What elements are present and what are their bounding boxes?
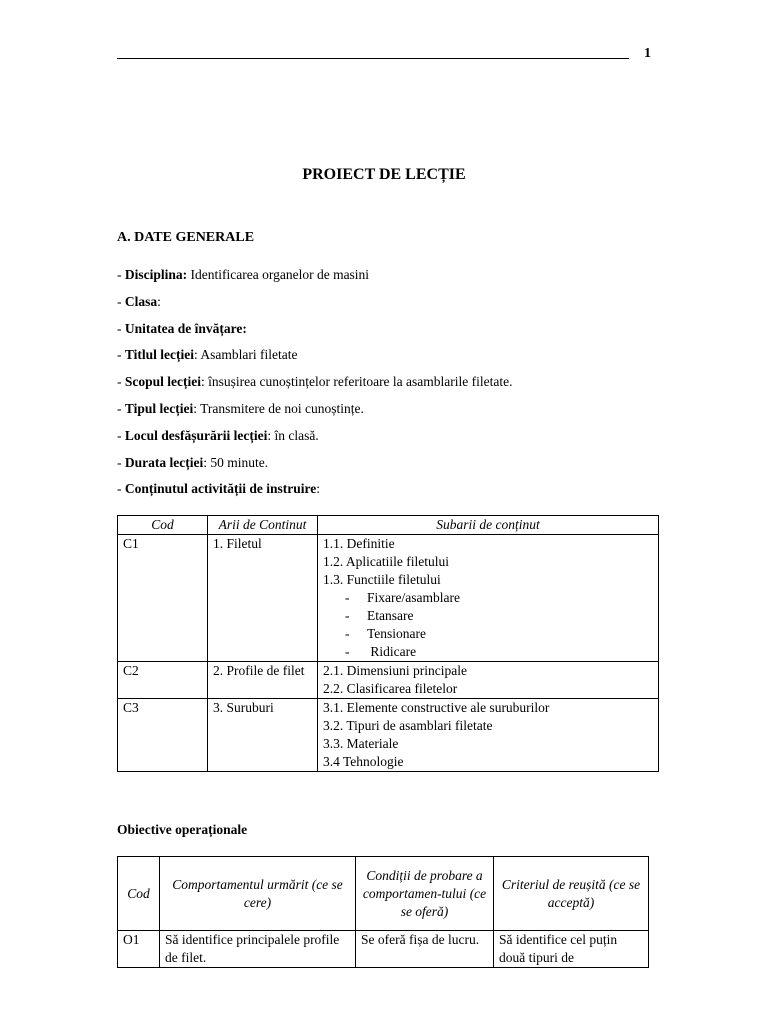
row-code: C2: [118, 662, 208, 699]
row-subareas: 3.1. Elemente constructive ale suruburilor 3.2. Tipuri de asamblari filetate 3.3. Materiale 3.4 Tehnologie: [318, 699, 659, 772]
field-durata: - Durata lecției: 50 minute.: [117, 454, 269, 470]
row-area: 3. Suruburi: [208, 699, 318, 772]
field-loc: - Locul desfășurării lecției: în clasă.: [117, 427, 319, 443]
field-scop: - Scopul lecției: însușirea cunoștințelor referitoare la asamblarile filetate.: [117, 374, 513, 390]
row-code: C1: [118, 535, 208, 662]
row-behaviour: Să identifice principalele profile de filet.: [160, 931, 356, 968]
header-cod: Cod: [118, 516, 208, 535]
row-subareas: 2.1. Dimensiuni principale 2.2. Clasificarea filetelor: [318, 662, 659, 699]
objectives-table: [117, 856, 649, 968]
section-heading: A. DATE GENERALE: [117, 230, 255, 245]
field-clasa: - Clasa:: [117, 293, 161, 309]
row-area: 1. Filetul: [208, 535, 318, 662]
table-header-row: [118, 857, 649, 931]
objectives-heading: Obiective operaționale: [117, 822, 248, 837]
header-criteriu: Criteriul de reușită (ce se acceptă): [494, 857, 649, 931]
field-tip: - Tipul lecției: Transmitere de noi cunoștințe.: [117, 400, 364, 416]
table-row: [118, 699, 659, 772]
row-code: O1: [118, 931, 160, 968]
table-header-row: [118, 516, 659, 535]
header-rule: [117, 58, 629, 59]
header-conditii: Condiții de probare a comportamen-tului (ce se oferă): [356, 857, 494, 931]
header-comportament: Comportamentul urmărit (ce se cere): [160, 857, 356, 931]
page-number: 1: [644, 46, 651, 61]
row-conditions: Se oferă fișa de lucru.: [356, 931, 494, 968]
list-item: - Tensionare: [345, 626, 427, 641]
content-table: [117, 515, 659, 772]
header-subarii: Subarii de conținut: [318, 516, 659, 535]
table-row: [118, 662, 659, 699]
general-data-list: [117, 266, 513, 507]
field-disciplina: - Disciplina: Identificarea organelor de masini: [117, 267, 370, 282]
document-title: PROIECT DE LECȚIE: [302, 166, 466, 183]
table-row: [118, 931, 649, 968]
field-unitate: - Unitatea de învățare:: [117, 320, 247, 336]
header-arii: Arii de Continut: [208, 516, 318, 535]
row-code: C3: [118, 699, 208, 772]
list-item: - Ridicare: [345, 644, 417, 659]
row-criteria: Să identifice cel puțin două tipuri de: [494, 931, 649, 968]
list-item: - Fixare/asamblare: [345, 590, 460, 605]
field-continut: - Conținutul activității de instruire:: [117, 481, 321, 497]
header-cod: Cod: [118, 857, 160, 931]
row-area: 2. Profile de filet: [208, 662, 318, 699]
table-row: [118, 535, 659, 662]
list-item: - Etansare: [345, 608, 414, 623]
row-subareas: 1.1. Definitie 1.2. Aplicatiile filetului 1.3. Functiile filetului - Fixare/asamblare - Etansare - Tensionare - Ridicare: [318, 535, 659, 662]
field-titlu: - Titlul lecției: Asamblari filetate: [117, 347, 298, 363]
